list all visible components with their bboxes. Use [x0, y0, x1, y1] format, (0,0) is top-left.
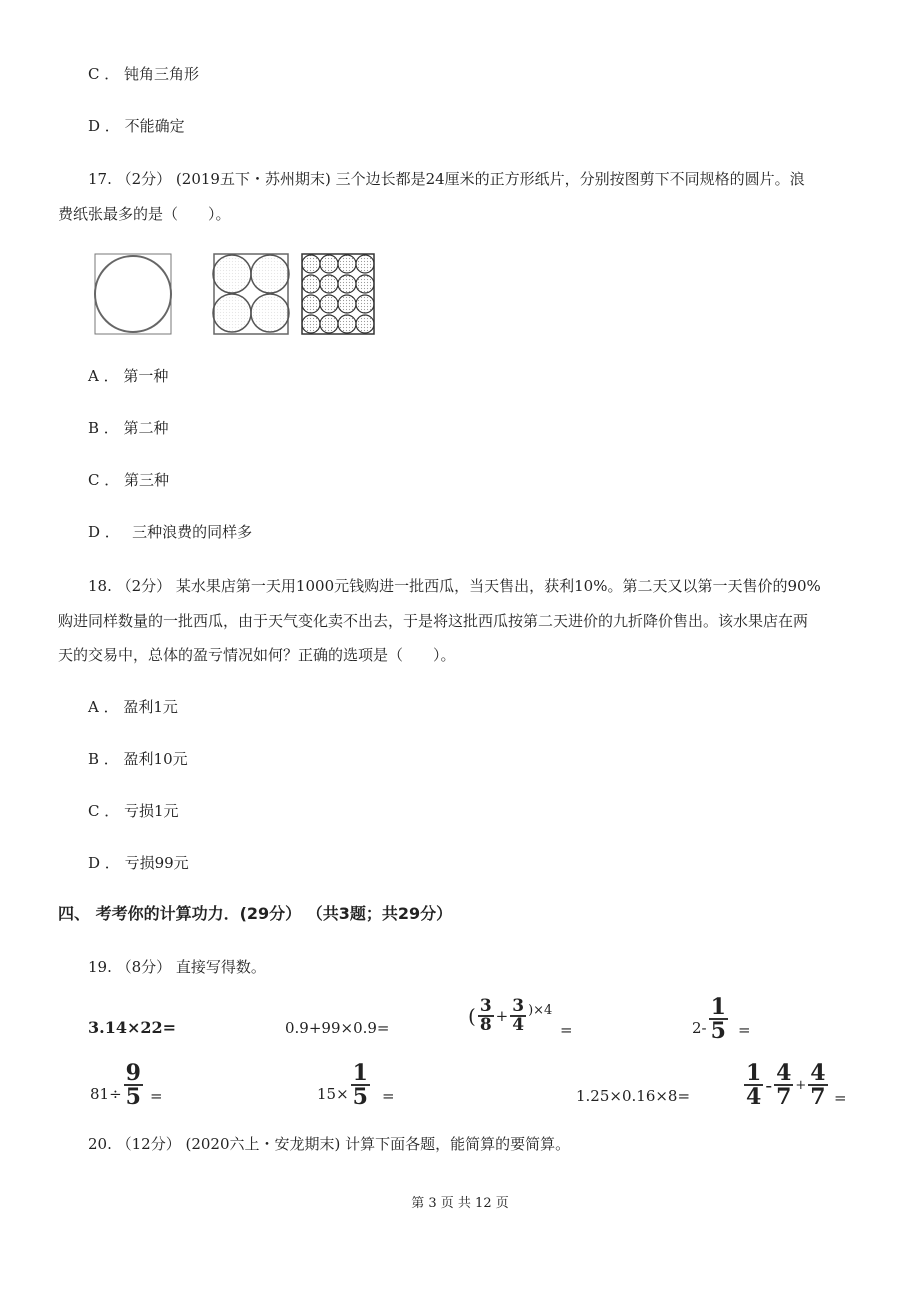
- fraction-1-4: $\frac{1}{4}$: [746, 1060, 762, 1110]
- plus-sign: +: [495, 1007, 509, 1025]
- q16-option-d: D ． 不能确定: [88, 117, 185, 135]
- q17-text-line2: 费纸张最多的是（ ）。: [58, 205, 231, 223]
- q17-option-d: D ． 三种浪费的同样多: [88, 523, 253, 541]
- fraction-1-5-b: $\frac{1}{5}$: [352, 1060, 368, 1110]
- q18-option-a: A ． 盈利1元: [88, 698, 178, 716]
- expr3-equals: =: [560, 1021, 573, 1039]
- q19-title: 19. （8分） 直接写得数。: [88, 958, 266, 976]
- paren-close-times-4: )×4: [528, 1003, 553, 1018]
- q18-text-line2: 购进同样数量的一批西瓜，由于天气变化卖不出去，于是将这批西瓜按第二天进价的九折降价售出。该水果店在两: [58, 612, 809, 630]
- q17-option-c: C ． 第三种: [88, 471, 170, 489]
- expr-0-9-plus: 0.9+99×0.9=: [285, 1019, 390, 1037]
- expr-3-14-times-22: [88, 1018, 176, 1038]
- expr-fraction-sum-times-4: [466, 998, 554, 1034]
- q20-title: 20. （12分） (2020六上・安龙期末) 计算下面各题，能简算的要简算。: [88, 1135, 571, 1153]
- figure-four-circles: [213, 254, 289, 334]
- q17-option-b: B ． 第二种: [88, 419, 169, 437]
- expr6-prefix: 15×: [317, 1085, 349, 1103]
- expr-text: 3.14×22=: [88, 1018, 177, 1037]
- q18-text-line3: 天的交易中，总体的盈亏情况如何？正确的选项是（ ）。: [58, 646, 456, 664]
- q18-text-line1: 18. （2分） 某水果店第一天用1000元钱购进一批西瓜，当天售出，获利10%。第二天又以第一天售价的90%: [88, 577, 821, 595]
- minus-sign: -: [765, 1073, 773, 1097]
- page-footer: 第 3 页 共 12 页: [411, 1196, 509, 1211]
- q17-option-a: A ． 第一种: [88, 367, 169, 385]
- expr4-equals: =: [738, 1021, 751, 1039]
- q16-option-c: C ． 钝角三角形: [88, 65, 200, 83]
- expr8-equals: =: [834, 1089, 847, 1107]
- q17-text-line1: 17. （2分） (2019五下・苏州期末) 三个边长都是24厘米的正方形纸片，分别按图剪下不同规格的圆片。浪: [88, 170, 805, 188]
- expr-81-div-nine-fifths: [88, 1062, 143, 1108]
- fraction-4-7-b: $\frac{4}{7}$: [810, 1060, 826, 1110]
- fraction-4-7-a: $\frac{4}{7}$: [776, 1060, 792, 1110]
- fraction-1-5: $\frac{1}{5}$: [710, 994, 726, 1044]
- q18-option-b: B ． 盈利10元: [88, 750, 188, 768]
- expr4-prefix: 2-: [692, 1019, 707, 1037]
- expr-15-times-fifth: [315, 1062, 370, 1108]
- figure-one-circle: [95, 254, 171, 334]
- expr-1-25-times: 1.25×0.16×8=: [576, 1087, 691, 1105]
- q17-figure: [90, 248, 390, 340]
- q18-option-c: C ． 亏损1元: [88, 802, 179, 820]
- expr6-equals: =: [382, 1087, 395, 1105]
- fraction-9-5: $\frac{9}{5}$: [125, 1060, 141, 1110]
- expr-2-minus-fifth: [690, 996, 728, 1042]
- expr5-equals: =: [150, 1087, 163, 1105]
- fraction-3-8: $\frac{3}{8}$: [479, 996, 492, 1035]
- q18-option-d: D ． 亏损99元: [88, 854, 189, 872]
- plus-sign-b: +: [795, 1077, 807, 1093]
- expr-fraction-chain: [744, 1062, 828, 1108]
- section-four-heading: 四、 考考你的计算功力．(29分） （共3题；共29分）: [58, 904, 453, 923]
- fraction-3-4: $\frac{3}{4}$: [512, 996, 525, 1035]
- figure-sixteen-circles: [302, 254, 374, 334]
- paren-open: (: [468, 1004, 476, 1028]
- expr5-prefix: 81÷: [90, 1085, 122, 1103]
